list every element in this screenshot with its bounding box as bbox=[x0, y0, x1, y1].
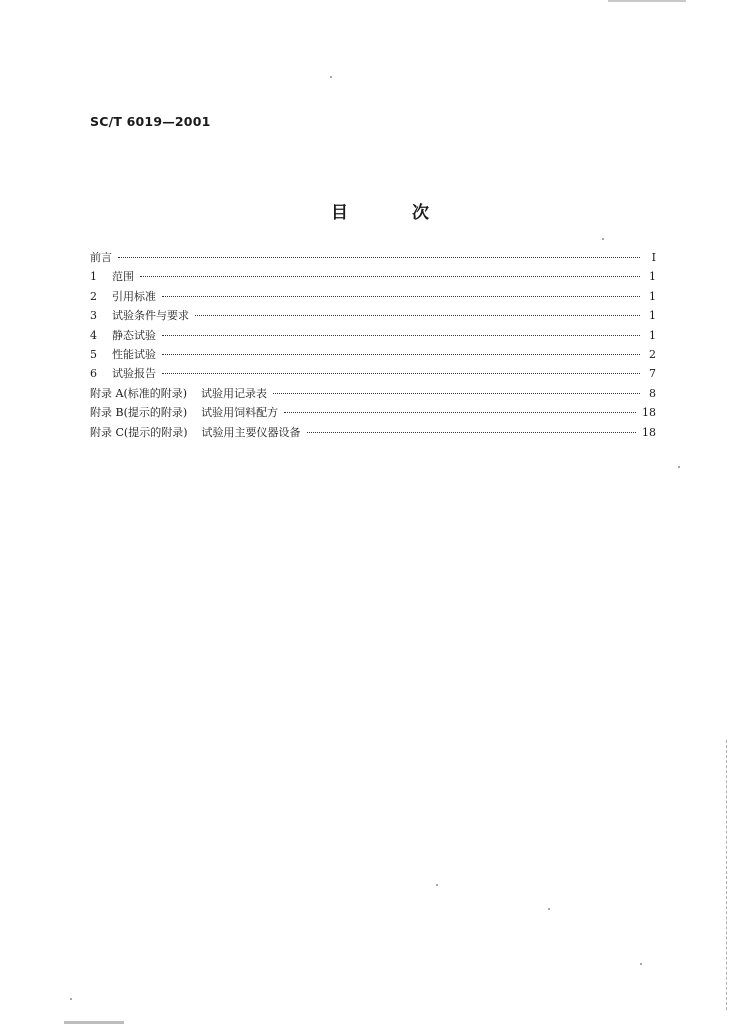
scan-artifact-top bbox=[608, 0, 686, 2]
toc-entry-label: 附录 A(标准的附录) bbox=[90, 386, 188, 400]
toc-entry-number: 3 bbox=[90, 309, 97, 323]
toc-entry-3[interactable] bbox=[90, 306, 656, 325]
toc-entry-2[interactable] bbox=[90, 287, 656, 306]
toc-title: 目 次 bbox=[331, 203, 429, 223]
toc-entry-4[interactable] bbox=[90, 326, 656, 345]
toc-dot-leader bbox=[140, 276, 640, 277]
toc-entry-page: 1 bbox=[649, 270, 656, 284]
scan-speck bbox=[330, 76, 332, 78]
scan-speck bbox=[436, 884, 438, 886]
toc-entry-1[interactable] bbox=[90, 267, 656, 286]
toc-dot-leader bbox=[118, 257, 640, 258]
toc-entry-page: 18 bbox=[642, 425, 656, 439]
toc-entry-label: 试验条件与要求 bbox=[112, 309, 189, 323]
toc-entry-page: 7 bbox=[649, 367, 656, 381]
toc-entry-page: 1 bbox=[649, 309, 656, 323]
toc-entry-appendix-c[interactable] bbox=[90, 423, 656, 442]
toc-entry-label: 静态试验 bbox=[112, 328, 156, 342]
toc-entry-label: 附录 C(提示的附录) bbox=[90, 425, 188, 439]
scan-speck bbox=[70, 998, 72, 1000]
toc-entry-label: 试验报告 bbox=[112, 367, 156, 381]
toc-dot-leader bbox=[162, 373, 640, 374]
scan-edge-artifact bbox=[725, 740, 727, 1010]
toc-entry-label: 附录 B(提示的附录) bbox=[90, 406, 188, 420]
toc-entry-page: 1 bbox=[649, 289, 656, 303]
toc-entry-number: 2 bbox=[90, 289, 97, 303]
toc-entry-subtitle: 试验用主要仪器设备 bbox=[201, 425, 301, 439]
table-of-contents bbox=[90, 248, 656, 442]
toc-entry-number: 1 bbox=[90, 270, 97, 284]
toc-entry-page: 18 bbox=[642, 406, 656, 420]
toc-entry-appendix-b[interactable] bbox=[90, 403, 656, 422]
toc-entry-number: 6 bbox=[90, 367, 97, 381]
toc-dot-leader bbox=[195, 315, 640, 316]
toc-entry-5[interactable] bbox=[90, 345, 656, 364]
toc-entry-label: 引用标准 bbox=[112, 289, 156, 303]
scan-speck bbox=[678, 466, 680, 468]
toc-entry-foreword[interactable] bbox=[90, 248, 656, 267]
toc-dot-leader bbox=[307, 432, 637, 433]
toc-dot-leader bbox=[273, 393, 640, 394]
toc-entry-page: 2 bbox=[649, 347, 656, 361]
toc-entry-subtitle: 试验用记录表 bbox=[201, 386, 268, 400]
toc-dot-leader bbox=[162, 354, 640, 355]
toc-entry-label: 性能试验 bbox=[112, 347, 156, 361]
toc-entry-page: 8 bbox=[649, 386, 656, 400]
toc-entry-label: 前言 bbox=[90, 251, 112, 264]
toc-dot-leader bbox=[284, 412, 636, 413]
scan-speck bbox=[640, 963, 642, 965]
toc-entry-label: 范围 bbox=[112, 270, 134, 284]
toc-entry-6[interactable] bbox=[90, 364, 656, 383]
toc-entry-page: I bbox=[651, 251, 656, 264]
scan-speck bbox=[548, 908, 550, 910]
toc-dot-leader bbox=[162, 335, 640, 336]
standard-number: SC/T 6019—2001 bbox=[90, 114, 211, 129]
toc-entry-number: 5 bbox=[90, 347, 97, 361]
scan-speck bbox=[602, 238, 604, 240]
toc-dot-leader bbox=[162, 296, 640, 297]
toc-entry-number: 4 bbox=[90, 328, 97, 342]
toc-entry-subtitle: 试验用饲料配方 bbox=[201, 406, 279, 420]
toc-entry-page: 1 bbox=[649, 328, 656, 342]
toc-entry-appendix-a[interactable] bbox=[90, 384, 656, 403]
